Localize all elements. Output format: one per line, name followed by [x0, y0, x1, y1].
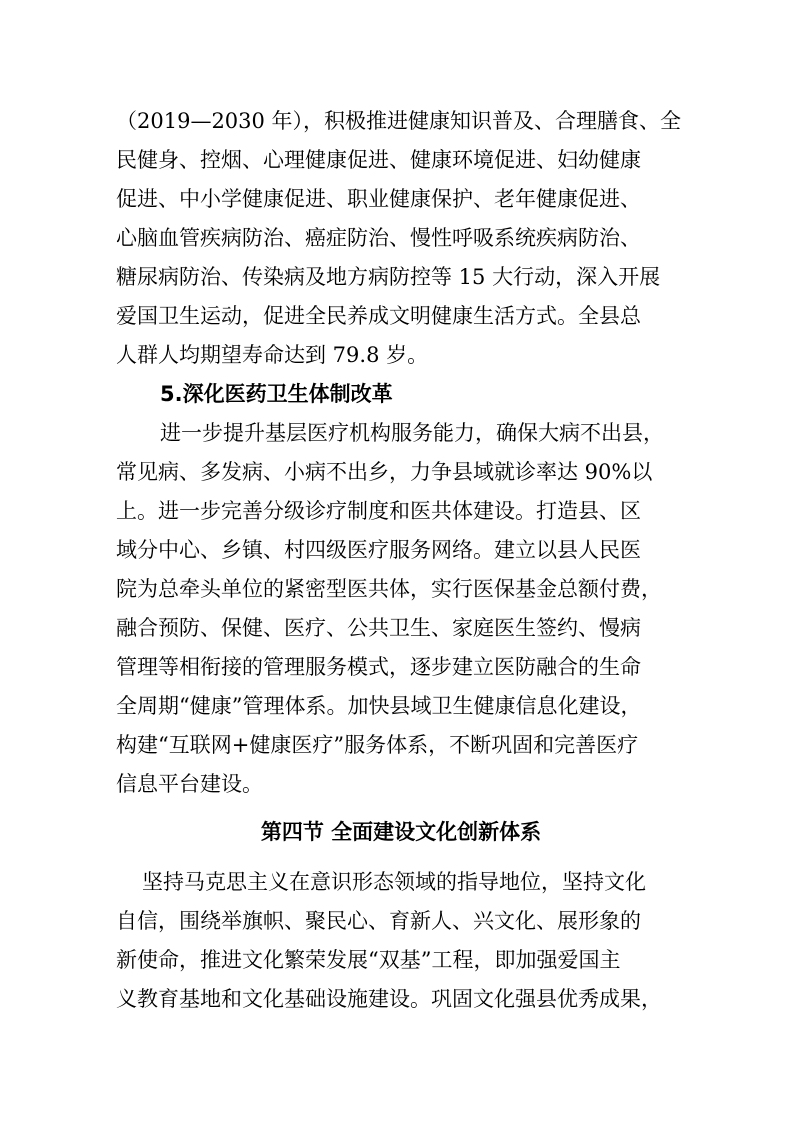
- paragraph-2-line-3: 上。进一步完善分级诊疗制度和医共体建设。打造县、区: [116, 499, 641, 523]
- subheading-deepen-medical-reform: 5.深化医药卫生体制改革: [160, 382, 393, 406]
- paragraph-2-line-9: 构建“互联网+健康医疗”服务体系，不断巩固和完善医疗: [116, 733, 639, 757]
- paragraph-1-line-4: 心脑血管疾病防治、癌症防治、慢性呼吸系统疾病防治、: [116, 226, 641, 250]
- paragraph-2-line-8: 全周期“健康”管理体系。加快县域卫生健康信息化建设，: [116, 694, 642, 718]
- paragraph-2-line-7: 管理等相衔接的管理服务模式，逐步建立医防融合的生命: [116, 655, 641, 679]
- paragraph-3-line-4: 义教育基地和文化基础设施建设。巩固文化强县优秀成果，: [116, 987, 662, 1011]
- section-heading: 第四节 全面建设文化创新体系: [260, 820, 542, 844]
- paragraph-2-line-1: 进一步提升基层医疗机构服务能力，确保大病不出县，: [160, 421, 664, 445]
- paragraph-2-line-4: 域分中心、乡镇、村四级医疗服务网络。建立以县人民医: [116, 538, 641, 562]
- paragraph-1-line-7: 人群人均期望寿命达到 79.8 岁。: [116, 343, 429, 367]
- paragraph-1-line-1: （2019—2030 年），积极推进健康知识普及、合理膳食、全: [116, 109, 682, 133]
- paragraph-2-line-6: 融合预防、保健、医疗、公共卫生、家庭医生签约、慢病: [116, 616, 641, 640]
- paragraph-2-line-2: 常见病、多发病、小病不出乡，力争县域就诊率达 90%以: [116, 460, 653, 484]
- paragraph-3-line-1: 坚持马克思主义在意识形态领域的指导地位，坚持文化: [142, 870, 646, 894]
- paragraph-2-line-5: 院为总牵头单位的紧密型医共体，实行医保基金总额付费，: [116, 577, 662, 601]
- paragraph-1-line-6: 爱国卫生运动，促进全民养成文明健康生活方式。全县总: [116, 304, 641, 328]
- paragraph-1-line-3: 促进、中小学健康促进、职业健康保护、老年健康促进、: [116, 187, 641, 211]
- paragraph-3-line-3: 新使命，推进文化繁荣发展“双基”工程，即加强爱国主: [116, 948, 621, 972]
- paragraph-3-line-2: 自信，围绕举旗帜、聚民心、育新人、兴文化、展形象的: [116, 909, 641, 933]
- paragraph-2-line-10: 信息平台建设。: [116, 772, 263, 796]
- paragraph-1-line-2: 民健身、控烟、心理健康促进、健康环境促进、妇幼健康: [116, 148, 641, 172]
- paragraph-1-line-5: 糖尿病防治、传染病及地方病防控等 15 大行动，深入开展: [116, 265, 661, 289]
